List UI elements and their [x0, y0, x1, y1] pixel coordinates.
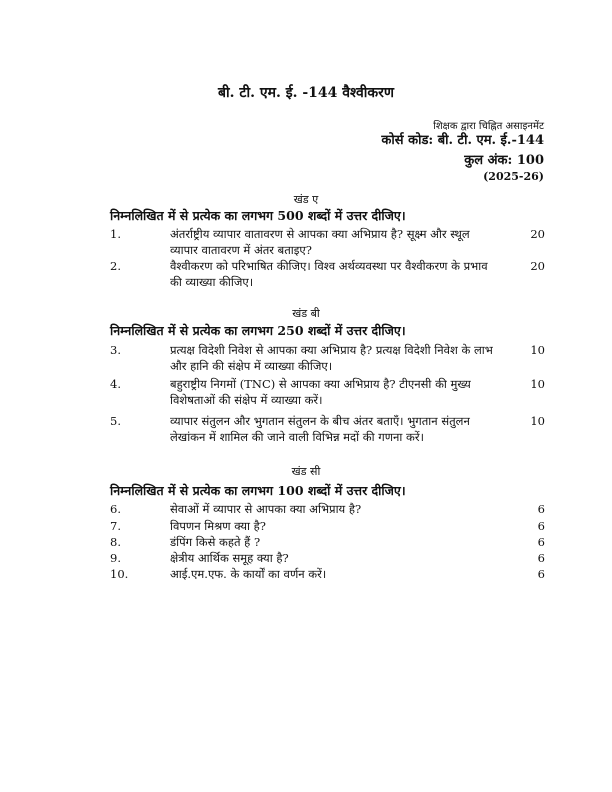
- question-text: आई.एम.एफ. के कार्यों का वर्णन करें।: [170, 567, 327, 581]
- question-text: व्यापार संतुलन और भुगतान संतुलन के बीच अंतर बताएँ। भुगतान संतुलन लेखांकन में शामिल की जाने वाली विभिन्न मदों की गणना करें।: [170, 414, 470, 444]
- question-text: बहुराष्ट्रीय निगमों (TNC) से आपका क्या अभिप्राय है? टीएनसी की मुख्य विशेषताओं की संक्षेप में व्याख्या करें।: [170, 377, 471, 407]
- question-marks: 6: [537, 519, 545, 533]
- question-marks: 10: [530, 414, 545, 428]
- question-text: सेवाओं में व्यापार से आपका क्या अभिप्राय है?: [170, 502, 362, 516]
- course-code: कोर्स कोड: बी. टी. एम. ई.-144: [381, 133, 544, 148]
- question-marks: 6: [537, 567, 545, 581]
- question-marks: 10: [530, 377, 545, 391]
- question-number: 1.: [110, 227, 121, 241]
- question-number: 5.: [110, 414, 121, 428]
- question-text: प्रत्यक्ष विदेशी निवेश से आपका क्या अभिप्राय है? प्रत्यक्ष विदेशी निवेश के लाभ और हानि की संक्षेप में व्याख्या कीजिए।: [170, 343, 493, 373]
- question-text: वैश्वीकरण को परिभाषित कीजिए। विश्व अर्थव्यवस्था पर वैश्वीकरण के प्रभाव की व्याख्या कीजिए।: [170, 259, 488, 289]
- question-number: 7.: [110, 519, 121, 533]
- question-marks: 6: [537, 551, 545, 565]
- question-text: विपणन मिश्रण क्या है?: [170, 519, 266, 533]
- section-c-label: खंड सी: [291, 465, 321, 478]
- question-number: 8.: [110, 535, 121, 549]
- question-number: 9.: [110, 551, 121, 565]
- assignment-type: शिक्षक द्वारा चिह्नित असाइनमेंट: [433, 121, 544, 132]
- question-number: 3.: [110, 343, 121, 357]
- question-text: अंतर्राष्ट्रीय व्यापार वातावरण से आपका क्या अभिप्राय है? सूक्ष्म और स्थूल व्यापार वातावरण में अंतर बताइए?: [170, 227, 470, 257]
- section-b-instruction: निम्नलिखित में से प्रत्येक का लगभग 250 शब्दों में उत्तर दीजिए।: [110, 323, 406, 338]
- question-marks: 10: [530, 343, 545, 357]
- question-number: 10.: [110, 567, 129, 581]
- question-number: 2.: [110, 259, 121, 273]
- total-marks: कुल अंक: 100: [464, 153, 544, 168]
- question-marks: 6: [537, 502, 545, 516]
- section-c-instruction: निम्नलिखित में से प्रत्येक का लगभग 100 शब्दों में उत्तर दीजिए।: [110, 483, 406, 498]
- question-marks: 20: [530, 227, 545, 241]
- question-marks: 6: [537, 535, 545, 549]
- section-b-label: खंड बी: [292, 307, 320, 320]
- question-marks: 20: [530, 259, 545, 273]
- question-number: 6.: [110, 502, 121, 516]
- question-number: 4.: [110, 377, 121, 391]
- session-year: (2025-26): [483, 170, 544, 183]
- question-text: डंपिंग किसे कहते हैं ?: [170, 535, 261, 549]
- question-text: क्षेत्रीय आर्थिक समूह क्या है?: [170, 551, 289, 565]
- section-a-label: खंड ए: [293, 193, 319, 206]
- section-a-instruction: निम्नलिखित में से प्रत्येक का लगभग 500 शब्दों में उत्तर दीजिए।: [110, 208, 406, 223]
- page-title: बी. टी. एम. ई. -144 वैश्वीकरण: [218, 85, 394, 101]
